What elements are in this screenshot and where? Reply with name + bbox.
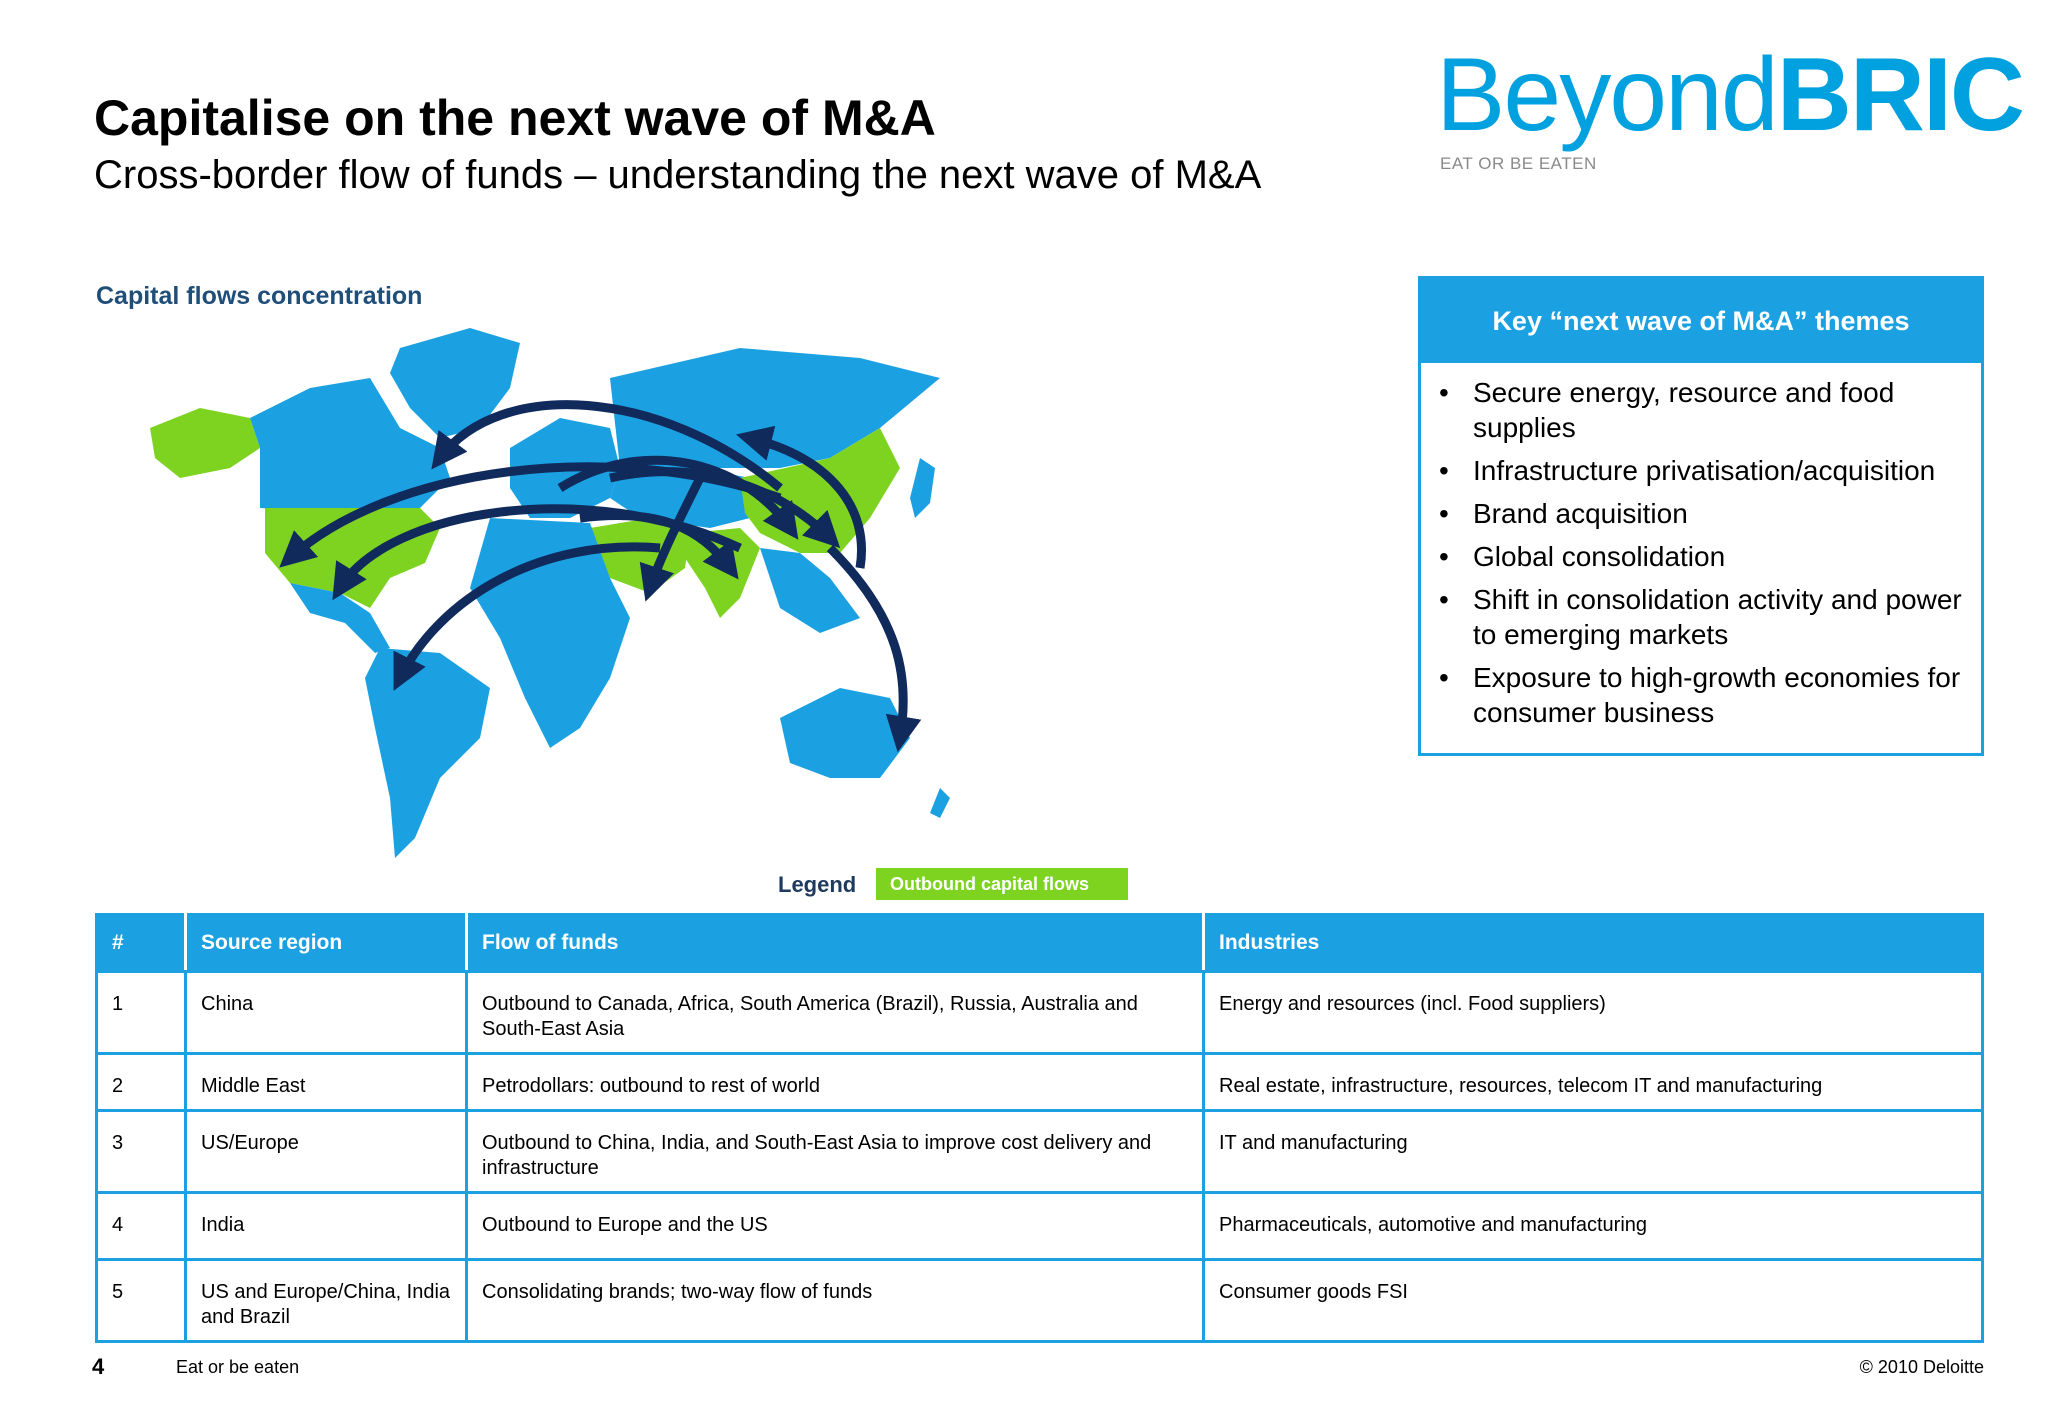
cell-source-region: Middle East — [186, 1054, 467, 1111]
cell-flow-of-funds: Outbound to China, India, and South-East Asia to improve cost delivery and infrastructure — [467, 1111, 1204, 1193]
cell-flow-of-funds: Outbound to Canada, Africa, South America (Brazil), Russia, Australia and South-East Asia — [467, 972, 1204, 1054]
footer-copyright: © 2010 Deloitte — [1859, 1357, 1984, 1377]
theme-item — [1439, 660, 1963, 730]
table-row — [97, 972, 1983, 1054]
themes-heading: Key “next wave of M&A” themes — [1421, 279, 1981, 363]
greenland-shape — [390, 328, 520, 438]
cell-industries: Real estate, infrastructure, resources, telecom IT and manufacturing — [1204, 1054, 1983, 1111]
footer-left-text: Eat or be eaten — [176, 1357, 300, 1377]
themes-box — [1418, 276, 1984, 756]
beyondbric-logo — [1436, 37, 2023, 180]
theme-item — [1439, 582, 1963, 652]
theme-item-text: Exposure to high-growth economies for consumer business — [1473, 662, 1961, 728]
legend-outbound-swatch: Outbound capital flows — [876, 868, 1128, 900]
cell-number: 4 — [97, 1193, 186, 1260]
capital-flows-table — [95, 913, 1984, 1343]
theme-item-text: Secure energy, resource and food supplies — [1473, 377, 1895, 443]
theme-item-text: Shift in consolidation activity and power to emerging markets — [1473, 584, 1962, 650]
cell-industries: IT and manufacturing — [1204, 1111, 1983, 1193]
logo-word-beyond: Beyond — [1436, 37, 1777, 153]
south-america-shape — [365, 648, 490, 858]
table-header-row — [97, 915, 1983, 972]
world-map — [140, 318, 1190, 868]
cell-number: 1 — [97, 972, 186, 1054]
cell-number: 2 — [97, 1054, 186, 1111]
table-row — [97, 1054, 1983, 1111]
cell-industries: Pharmaceuticals, automotive and manufacturing — [1204, 1193, 1983, 1260]
header-number: # — [97, 915, 186, 972]
cell-flow-of-funds: Consolidating brands; two-way flow of funds — [467, 1260, 1204, 1342]
theme-item-text: Global consolidation — [1473, 541, 1726, 572]
themes-list — [1421, 363, 1981, 730]
table-row — [97, 1111, 1983, 1193]
theme-item-text: Brand acquisition — [1473, 498, 1688, 529]
theme-item — [1439, 453, 1963, 488]
logo-tagline: EAT OR BE EATEN — [1440, 154, 1597, 173]
cell-number: 5 — [97, 1260, 186, 1342]
theme-item-text: Infrastructure privatisation/acquisition — [1473, 455, 1936, 486]
logo-wordmark — [1436, 37, 2023, 153]
legend-label: Legend — [778, 872, 857, 897]
cell-number: 3 — [97, 1111, 186, 1193]
bullet-icon: • — [1439, 584, 1449, 615]
bullet-icon: • — [1439, 455, 1449, 486]
bullet-icon: • — [1439, 541, 1449, 572]
slide-title: Capitalise on the next wave of M&A — [94, 90, 936, 146]
header-industries: Industries — [1204, 915, 1983, 972]
cell-flow-of-funds: Petrodollars: outbound to rest of world — [467, 1054, 1204, 1111]
map-title: Capital flows concentration — [96, 282, 423, 310]
cell-flow-of-funds: Outbound to Europe and the US — [467, 1193, 1204, 1260]
logo-word-bric: BRIC — [1776, 37, 2023, 153]
theme-item — [1439, 539, 1963, 574]
header-source-region: Source region — [186, 915, 467, 972]
cell-source-region: US/Europe — [186, 1111, 467, 1193]
bullet-icon: • — [1439, 662, 1449, 693]
cell-industries: Consumer goods FSI — [1204, 1260, 1983, 1342]
cell-source-region: India — [186, 1193, 467, 1260]
header-flow-of-funds: Flow of funds — [467, 915, 1204, 972]
table-row — [97, 1260, 1983, 1342]
theme-item — [1439, 496, 1963, 531]
cell-source-region: US and Europe/China, India and Brazil — [186, 1260, 467, 1342]
bullet-icon: • — [1439, 498, 1449, 529]
australia-shape — [780, 688, 910, 778]
new-zealand-shape — [930, 788, 950, 818]
page-number: 4 — [92, 1354, 105, 1379]
theme-item — [1439, 375, 1963, 445]
japan-shape — [910, 458, 935, 518]
cell-industries: Energy and resources (incl. Food suppliers) — [1204, 972, 1983, 1054]
cell-source-region: China — [186, 972, 467, 1054]
bullet-icon: • — [1439, 377, 1449, 408]
slide-subtitle: Cross-border flow of funds – understanding the next wave of M&A — [94, 153, 1262, 197]
table-row — [97, 1193, 1983, 1260]
alaska-shape — [150, 408, 260, 478]
